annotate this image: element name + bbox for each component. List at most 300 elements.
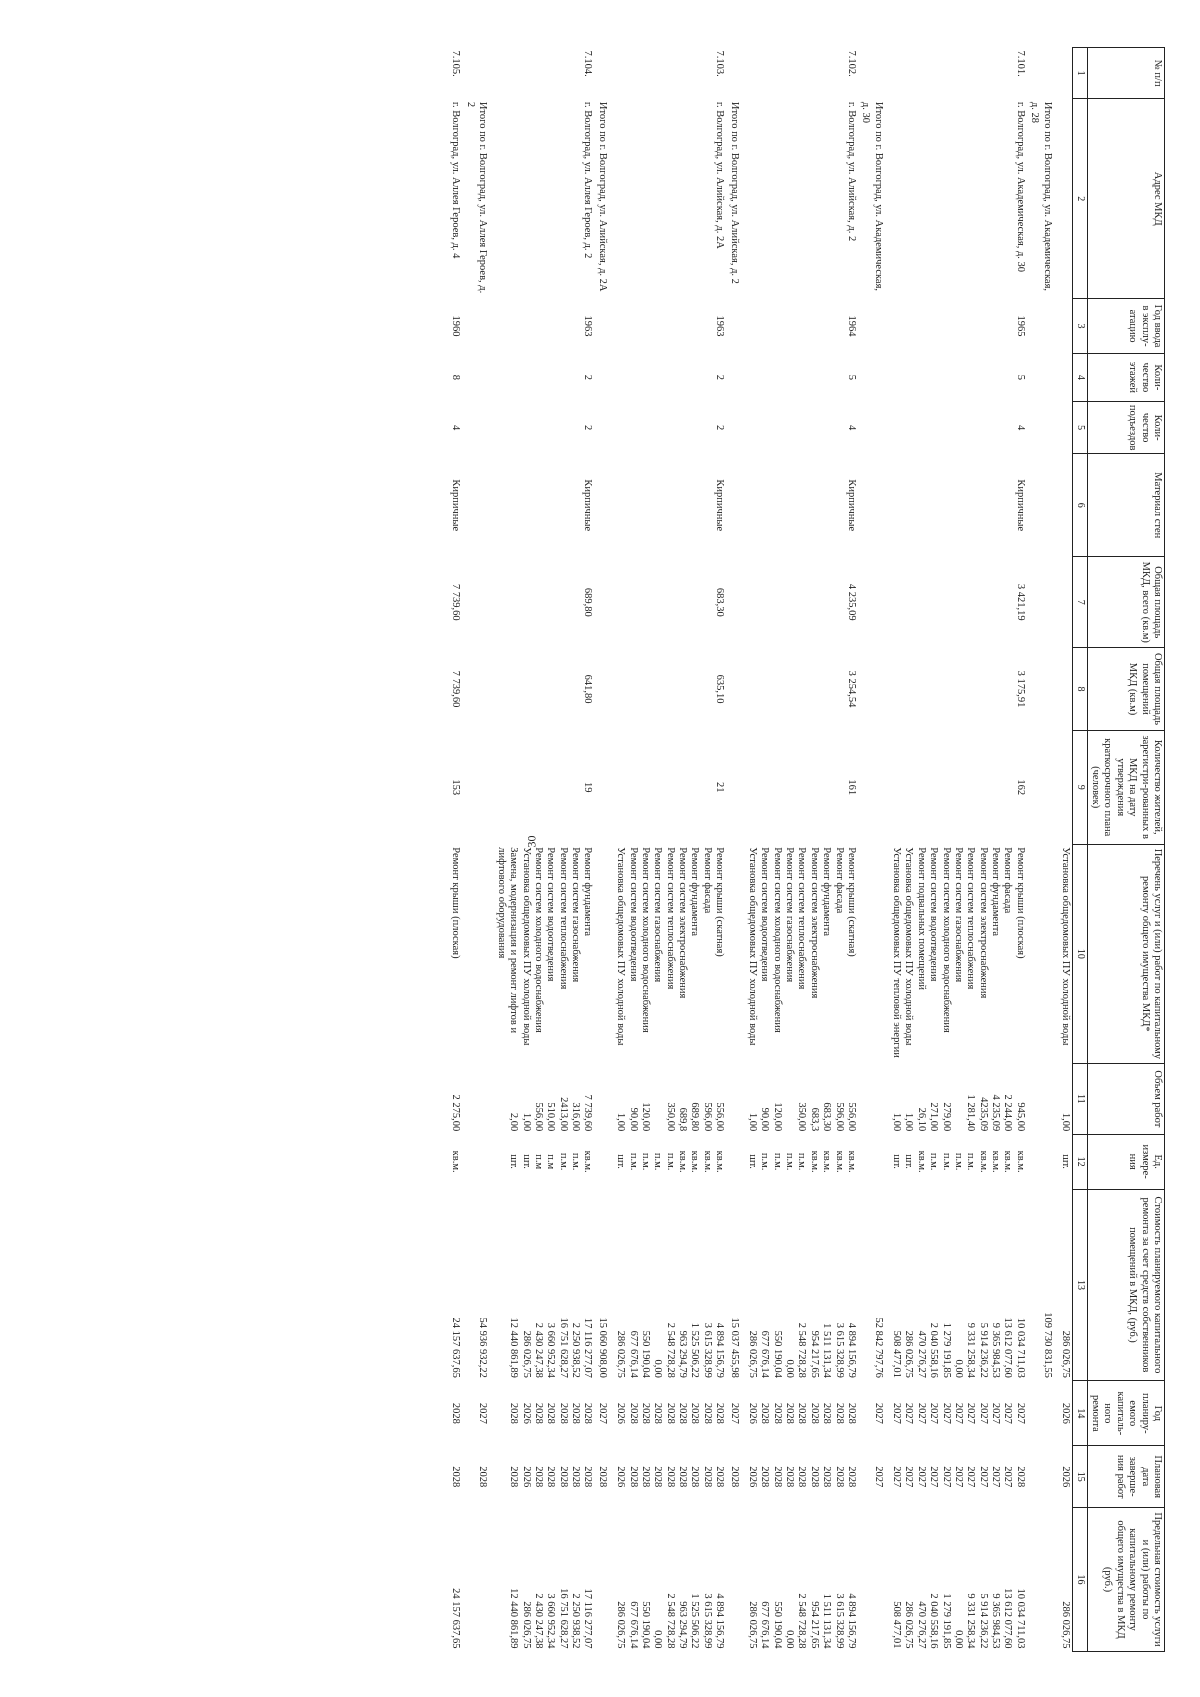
empty-cell [594,730,612,844]
work-cost-line: 2 548 728,28 [664,1322,676,1378]
work-item-line: Ремонт систем холодного водоснабжения [639,847,651,1033]
work-year-line: 2027 [952,1402,964,1424]
work-cost-line: 3 615 328,99 [833,1322,845,1378]
empty-cell [1027,844,1058,1063]
work-limit-line: 3 615 328,99 [701,1593,713,1649]
empty-cell [462,353,493,401]
work-date-line: 2028 [639,1466,651,1488]
work-volume-line: 2413,00 [557,1097,569,1132]
wall-material: Кирпичные [714,479,726,532]
work-date-line: 2028 [1014,1466,1026,1488]
empty-cell [1027,1508,1058,1652]
work-unit [889,1134,1027,1189]
work-item-line: Ремонт систем газоснабжения [570,847,582,983]
work-unit-line: кв.м. [915,1150,927,1173]
total-area: 7 739,60 [450,583,462,621]
work-limit-line: 0,00 [784,1630,796,1649]
empty-cell [462,730,493,844]
total-area: 3 421,19 [1014,583,1026,621]
total-year: 2027 [728,1402,740,1424]
empty-cell [462,299,493,354]
work-cost-line: 1 525 506,22 [689,1322,701,1378]
work-cost-line: 2 040 558,16 [928,1322,940,1378]
empty-cell [462,844,493,1063]
year-built: 1964 [845,315,857,337]
work-date-line: 2026 [615,1466,627,1488]
empty-cell [594,1508,612,1652]
work-year-line: 2027 [977,1402,989,1424]
work-year-line: 2026 [615,1402,627,1424]
header-num: № п/п [1087,48,1164,99]
work-date-line: 2028 [689,1466,701,1488]
work-limit-line: 2 430 247,38 [532,1593,544,1649]
work-unit-line: п.м [545,1154,557,1170]
empty-cell [1027,401,1058,454]
column-number: 11 [1072,1063,1087,1134]
work-date-line: 2027 [952,1466,964,1488]
work-item-line: Ремонт систем теплоснабжения [557,847,569,990]
work-unit-line: п.м. [652,1152,664,1171]
premises-area: 3 254,54 [845,670,857,708]
work-limit-line: 286 026,75 [520,1601,532,1649]
capital-repair-table [448,47,1165,1652]
total-area: 4 235,09 [845,583,857,621]
work-item [493,844,594,1063]
work-item-line: Ремонт крыши (плоская) [1014,847,1026,959]
work-date [493,1446,594,1508]
work-year-line: 2028 [771,1402,783,1424]
total-num-empty [726,48,744,99]
work-item-line: Ремонт крыши (плоская) [450,847,462,959]
work-limit-line: 550 190,04 [639,1601,651,1649]
floors: 5 [845,374,857,381]
total-address: Итого по г. Волгоград, ул. Алийская, д. 2 [728,101,740,284]
work-date [613,1446,726,1508]
work-volume-line: 1,00 [891,1112,903,1132]
header-limit-cost: Предельная стоимость услуги и (или) работы по капитальному ремонту общего имущества в МКД (руб.) [1087,1508,1164,1652]
work-volume-line: 1,00 [615,1112,627,1132]
work-cost-line: 3 615 328,99 [701,1322,713,1378]
work-cost-line: 550 190,04 [639,1330,651,1378]
total-year: 2027 [477,1402,489,1424]
header-residents: Количество жителей, зарегистри-рованных в МКД на дату утверждения краткосрочного плана (человек) [1087,730,1164,844]
wall-material: Кирпичные [1014,479,1026,532]
total-row [594,48,612,1652]
work-limit-line: 677 676,14 [627,1601,639,1649]
header-unit: Ед. измере-ния [1087,1134,1164,1189]
wall-material: Кирпичные [845,479,857,532]
work-unit-line: кв.м. [821,1150,833,1173]
work-unit-line: кв.м. [677,1150,689,1173]
work-item-line: Ремонт систем газоснабжения [652,847,664,983]
work-limit [493,1508,594,1652]
work-cost [613,1189,726,1381]
work-volume-line: 26,10 [915,1107,927,1132]
lead-year: 2026 [1059,1402,1071,1424]
work-item-line: Замена, модернизация и ремонт лифтов и лифтового оборудования [495,847,520,1034]
work-year-line: 2028 [714,1402,726,1424]
work-year-line: 2028 [821,1402,833,1424]
column-number-row [1072,48,1087,1652]
work-date-line: 2028 [652,1466,664,1488]
work-year-line: 2028 [833,1402,845,1424]
empty-cell [594,648,612,730]
work-cost-line: 13 612 077,60 [1002,1317,1014,1378]
column-number: 9 [1072,730,1087,844]
work-item-line: Ремонт систем электроснабжения [977,847,989,999]
header-volume: Объем работ [1087,1063,1164,1134]
year-built: 1963 [714,315,726,337]
work-year-line: 2028 [582,1402,594,1424]
work-volume-line [651,1066,663,1131]
work-volume-line: 945,00 [1014,1102,1026,1132]
house-address: г. Волгоград, ул. Аллея Героев, д. 4 [450,101,462,259]
total-area: 689,80 [582,587,594,617]
work-item-line: Ремонт систем водоотведения [759,847,771,982]
work-item-line: Установка общедомовых ПУ холодной воды [746,847,758,1046]
work-limit-line: 2 250 938,52 [570,1593,582,1649]
work-cost-line: 0,00 [952,1359,964,1378]
empty-cell [1027,1134,1058,1189]
work-year-line: 2027 [891,1402,903,1424]
work-date-line: 2028 [771,1466,783,1488]
work-unit-line: п.м. [664,1152,676,1171]
total-area: 683,30 [714,587,726,617]
work-item-line: Ремонт подвальных помещений [915,847,927,991]
total-cost: 15 060 908,00 [596,1317,608,1378]
work-date-line: 2028 [627,1466,639,1488]
total-year: 2027 [596,1402,608,1424]
work-item [613,844,726,1063]
work-volume-line: 2 275,00 [450,1094,462,1132]
work-volume-line: 1,00 [520,1112,532,1132]
premises-area: 7 739,60 [450,670,462,708]
work-date-line: 2028 [759,1466,771,1488]
work-cost-line: 954 217,65 [808,1330,820,1378]
work-date-line: 2028 [677,1466,689,1488]
work-limit-line: 10 034 711,03 [1014,1588,1026,1649]
work-year-line: 2028 [759,1402,771,1424]
work-year-line: 2026 [520,1402,532,1424]
empty-cell [1027,454,1058,557]
year-built: 1965 [1014,315,1026,337]
work-year-line: 2027 [915,1402,927,1424]
work-year-line: 2027 [903,1402,915,1424]
work-unit-line: шт. [891,1154,903,1169]
work-cost-line: 24 157 637,65 [450,1317,462,1378]
entrances: 4 [1014,425,1026,431]
work-year [448,1381,462,1446]
work-unit-line: п.м. [759,1152,771,1171]
empty-cell [594,401,612,454]
work-unit-line: п.м. [796,1152,808,1171]
empty-cell [858,730,889,844]
work-cost-line: 2 548 728,28 [796,1322,808,1378]
empty-cell [858,648,889,730]
total-address: Итого по г. Волгоград, ул. Алийская, д. 2А [596,101,608,292]
total-cost: 52 842 797,76 [872,1317,884,1378]
work-limit-line: 3 660 952,34 [545,1593,557,1649]
empty-cell [726,730,744,844]
work-limit [613,1508,726,1652]
empty-cell [726,648,744,730]
work-cost-line: 5 914 236,22 [977,1322,989,1378]
column-number: 12 [1072,1134,1087,1189]
work-date-line: 2028 [821,1466,833,1488]
work-item-line: Ремонт фасада [833,847,845,914]
total-date [1027,1446,1058,1508]
work-item-line: Ремонт систем водоотведения [545,847,557,982]
house-address: г. Волгоград, ул. Алийская, д. 2 [845,101,857,242]
total-num-empty [858,48,889,99]
work-date-line: 2028 [508,1466,520,1488]
work-limit-line: 3 615 328,99 [833,1593,845,1649]
work-limit-line: 963 294,79 [677,1601,689,1649]
work-unit-line: кв.м. [808,1150,820,1173]
work-year-line: 2028 [557,1402,569,1424]
work-limit-line: 286 026,75 [746,1601,758,1649]
work-limit [889,1508,1027,1652]
work-unit-line: кв.м. [1002,1150,1014,1173]
work-year-line: 2028 [677,1402,689,1424]
work-limit-line: 4 894 156,79 [714,1593,726,1649]
work-date-line: 2028 [664,1466,676,1488]
work-date-line: 2028 [784,1466,796,1488]
empty-cell [858,1134,889,1189]
work-cost-line: 2 250 938,52 [570,1322,582,1378]
work-limit-line: 2 040 558,16 [928,1593,940,1649]
work-limit-line: 508 477,01 [891,1601,903,1649]
work-cost [745,1189,858,1381]
work-item-line: Ремонт систем теплоснабжения [796,847,808,990]
work-limit-line: 2 548 728,28 [796,1593,808,1649]
work-cost [889,1189,1027,1381]
work-date [889,1446,1027,1508]
work-item-line: Установка общедомовых ПУ холодной воды [903,847,915,1046]
header-total-area: Общая площадь МКД, всего (кв.м) [1087,557,1164,648]
work-volume-line: 271,00 [928,1102,940,1132]
empty-cell [1027,353,1058,401]
work-unit-line: шт. [508,1154,520,1169]
work-item-line: Ремонт фундамента [582,847,594,937]
work-year-line: 2028 [689,1402,701,1424]
work-date-line: 2027 [940,1466,952,1488]
work-cost [448,1189,462,1381]
work-limit-line: 550 190,04 [771,1601,783,1649]
work-item [889,844,1027,1063]
work-volume [493,1063,594,1134]
total-row [726,48,744,1652]
empty-cell [858,1063,889,1134]
lead-work: Установка общедомовых ПУ холодной воды [1059,847,1071,1046]
work-cost-line: 677 676,14 [759,1330,771,1378]
empty-cell [726,557,744,648]
empty-cell [858,557,889,648]
work-year [745,1381,858,1446]
work-date-line: 2028 [582,1466,594,1488]
work-unit [448,1134,462,1189]
lead-cost: 286 026,75 [1059,1330,1071,1378]
total-date: 2027 [872,1466,884,1488]
work-volume-line: 2 244,00 [1002,1094,1014,1132]
empty-cell [1027,299,1058,354]
work-unit-line: кв.м. [1014,1150,1026,1173]
residents: 161 [845,779,857,796]
work-unit [745,1134,858,1189]
work-volume-line: 556,00 [845,1102,857,1132]
work-limit-line: 0,00 [952,1630,964,1649]
empty-cell [1027,1063,1058,1134]
column-number: 5 [1072,401,1087,454]
total-cost: 109 730 831,55 [1041,1312,1053,1378]
premises-area: 635,10 [714,674,726,704]
table-header [1072,48,1164,1652]
empty-cell [594,844,612,1063]
empty-cell [726,844,744,1063]
work-cost-line: 550 190,04 [771,1330,783,1378]
table-body [448,48,1072,1652]
work-limit-line: 0,00 [652,1630,664,1649]
work-limit [745,1508,858,1652]
work-unit-line: п.м. [965,1152,977,1171]
column-number: 15 [1072,1446,1087,1508]
work-item-line: Ремонт фундамента [990,847,1002,937]
work-unit-line: п.м. [627,1152,639,1171]
work-volume [613,1063,726,1134]
empty-cell [462,1508,493,1652]
column-number: 2 [1072,99,1087,299]
total-date: 2028 [477,1466,489,1488]
header-cost: Стоимость планируемого капитального ремонта за счет средств собственников помещений в МКД, (руб.) [1087,1189,1164,1381]
work-unit-line: кв.м. [845,1150,857,1173]
work-date-line: 2028 [701,1466,713,1488]
work-unit-line: шт. [903,1154,915,1169]
header-works: Перечень услуг и (или) работ по капитальному ремонту общего имущества МКД* [1087,844,1164,1063]
premises-area: 641,80 [582,674,594,704]
empty-cell [858,299,889,354]
total-cost: 15 037 455,98 [728,1317,740,1378]
lead-unit: шт. [1059,1154,1071,1169]
work-item-line: Ремонт фасада [1002,847,1014,914]
total-num-empty [594,48,612,99]
work-cost-line: 470 276,27 [915,1330,927,1378]
work-item-line: Ремонт систем холодного водоснабжения [771,847,783,1033]
work-cost-line: 963 294,79 [677,1330,689,1378]
empty-cell [594,299,612,354]
work-item [745,844,858,1063]
work-volume-line: 4235,09 [977,1097,989,1132]
empty-cell [462,1063,493,1134]
table-row [745,48,858,1652]
work-cost-line: 677 676,14 [627,1330,639,1378]
work-limit-line: 5 914 236,22 [977,1593,989,1649]
work-year [493,1381,594,1446]
total-year: 2027 [872,1402,884,1424]
work-item-line: Ремонт систем теплоснабжения [965,847,977,990]
work-year-line: 2028 [508,1402,520,1424]
work-cost-line: 286 026,75 [903,1330,915,1378]
work-unit-line: кв.м. [714,1150,726,1173]
work-volume-line: 90,00 [759,1107,771,1132]
work-unit-line: кв.м. [990,1150,1002,1173]
total-address: Итого по г. Волгоград, ул. Академическая, д. 30 [860,101,884,292]
header-floors: Коли-чество этажей [1087,353,1164,401]
work-item-line: Ремонт систем теплоснабжения [664,847,676,990]
work-date-line: 2028 [557,1466,569,1488]
empty-cell [462,1134,493,1189]
empty-cell [726,454,744,557]
floors: 2 [582,374,594,381]
work-volume-line: 689,80 [689,1102,701,1132]
entrances: 4 [450,425,462,431]
work-volume-line: 350,00 [796,1102,808,1132]
header-address: Адрес МКД [1087,99,1164,299]
work-volume-line: 90,00 [627,1107,639,1132]
work-unit-line: п.м. [952,1152,964,1171]
table-row [889,48,1027,1652]
floors: 8 [450,374,462,381]
work-volume-line: 4 235,09 [990,1094,1002,1132]
work-limit-line: 286 026,75 [615,1601,627,1649]
work-date-line: 2028 [833,1466,845,1488]
work-year-line: 2027 [940,1402,952,1424]
work-unit-line: кв.м. [701,1150,713,1173]
header-year-built: Год ввода в эксплу-атацию [1087,299,1164,354]
empty-cell [1027,648,1058,730]
work-cost-line: 286 026,75 [746,1330,758,1378]
work-year-line: 2028 [545,1402,557,1424]
work-item-line: Ремонт фасада [701,847,713,914]
work-date-line: 2027 [915,1466,927,1488]
work-cost-line: 286 026,75 [520,1330,532,1378]
work-year-line: 2027 [990,1402,1002,1424]
work-item-line: Ремонт систем холодного водоснабжения [532,847,544,1033]
work-cost-line: 16 751 628,27 [557,1317,569,1378]
header-entrances: Коли-чество подъездов [1087,401,1164,454]
work-limit-line: 1 511 131,34 [821,1593,833,1649]
empty-cell [594,353,612,401]
column-number: 3 [1072,299,1087,354]
empty-cell [858,401,889,454]
work-volume-line: 556,00 [532,1102,544,1132]
work-date [745,1446,858,1508]
header-end-date: Плановая дата заверше-ния работ [1087,1446,1164,1508]
work-volume-line: 279,00 [940,1102,952,1132]
work-volume-line [952,1066,964,1131]
work-volume [745,1063,858,1134]
wall-material: Кирпичные [582,479,594,532]
empty-cell [726,299,744,354]
work-limit-line: 677 676,14 [759,1601,771,1649]
work-unit-line: кв.м. [833,1150,845,1173]
page-number: 30 [524,835,539,848]
empty-cell [726,353,744,401]
work-date-line: 2027 [1002,1466,1014,1488]
work-date-line: 2027 [891,1466,903,1488]
work-unit [493,1134,594,1189]
total-year [1027,1381,1058,1446]
empty-cell [726,401,744,454]
work-volume-line: 596,00 [833,1102,845,1132]
work-volume-line [783,1066,795,1131]
row-number: 7.102. [845,50,857,77]
work-unit-line: кв.м. [450,1150,462,1173]
work-volume-line: 1,00 [903,1112,915,1132]
work-cost-line: 12 440 861,89 [508,1317,520,1378]
table-row [613,48,726,1652]
work-unit-line: п.м. [557,1152,569,1171]
work-year-line: 2028 [570,1402,582,1424]
